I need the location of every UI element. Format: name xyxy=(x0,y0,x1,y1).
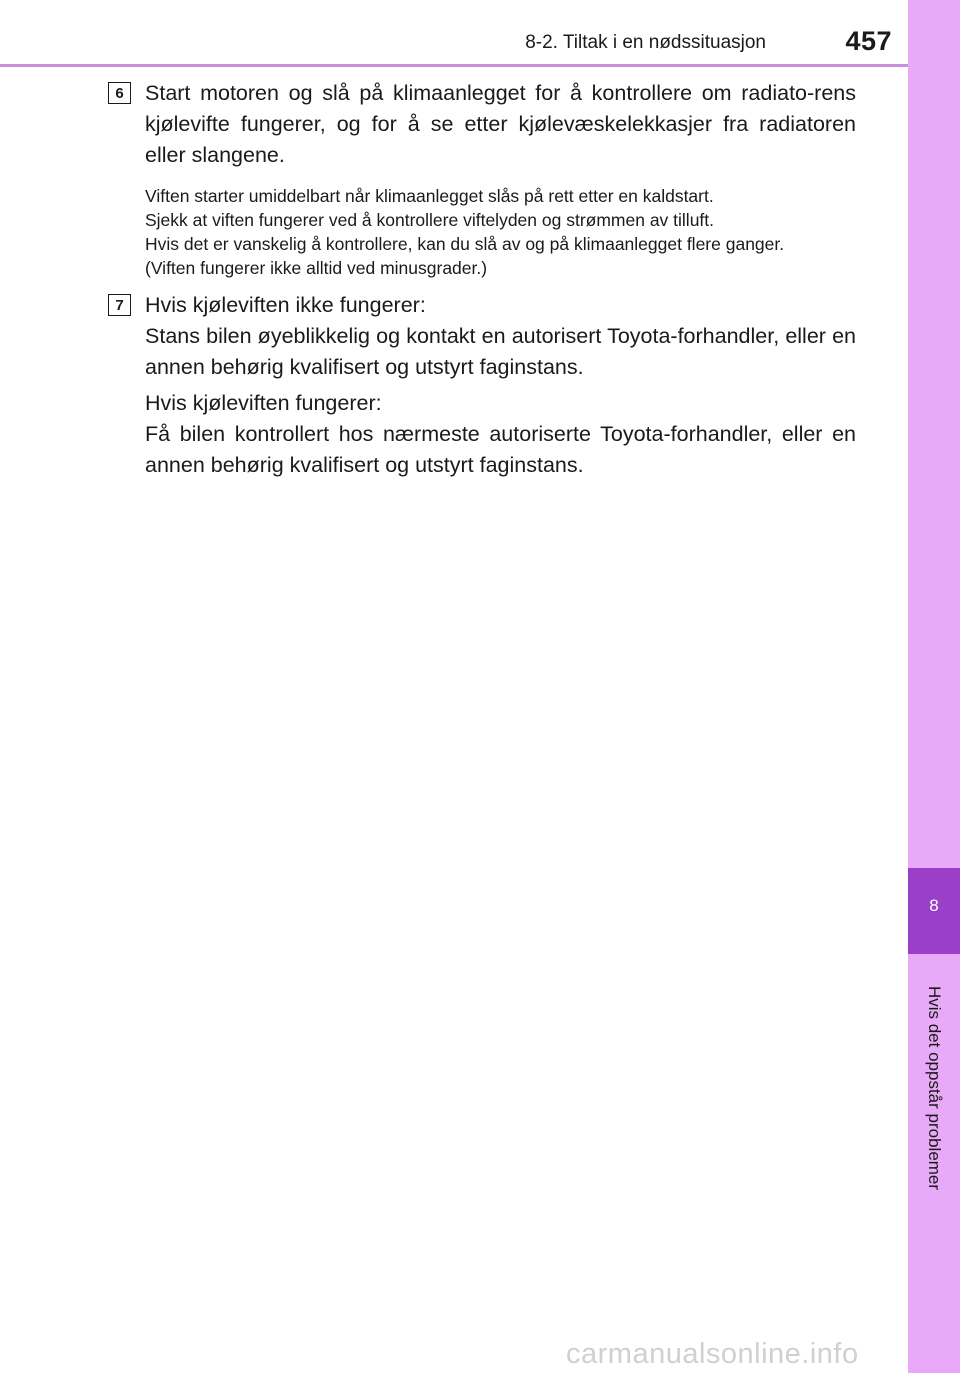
chapter-number-block xyxy=(908,868,960,954)
note-line: Sjekk at viften fungerer ved å kontrollere viftelyden og strømmen av tilluft. xyxy=(145,210,715,230)
chapter-number: 8 xyxy=(929,896,939,915)
header-rule xyxy=(0,64,908,67)
step-number-badge: 7 xyxy=(108,294,131,316)
step-number-badge: 6 xyxy=(108,82,131,104)
page-header xyxy=(0,0,908,66)
watermark-logo: carmanualsonline.info xyxy=(566,1338,859,1370)
note-line: Viften starter umiddelbart når klimaanlegget slås på rett etter en kaldstart. xyxy=(145,186,714,206)
step-instruction: Få bilen kontrollert hos nærmeste autoriserte Toyota-forhandler, eller en annen behørig kvalifisert og utstyrt faginstans. xyxy=(145,422,856,477)
step-7 xyxy=(108,290,856,481)
section-title: 8-2. Tiltak i en nødssituasjon xyxy=(525,32,766,53)
note-line: Hvis det er vanskelig å kontrollere, kan du slå av og på klimaanlegget flere ganger. xyxy=(145,234,785,254)
page-number: 457 xyxy=(845,26,892,56)
step-note xyxy=(145,184,856,280)
chapter-title: Hvis det oppstår problemer xyxy=(925,985,944,1191)
condition-heading: Hvis kjøleviften fungerer: xyxy=(145,391,382,415)
step-6 xyxy=(108,78,856,280)
page-content xyxy=(108,78,856,481)
step-instruction: Stans bilen øyeblikkelig og kontakt en autorisert Toyota-forhandler, eller en annen behørig kvalifisert og utstyrt faginstans. xyxy=(145,324,856,379)
condition-heading: Hvis kjøleviften ikke fungerer: xyxy=(145,293,426,317)
note-line: (Viften fungerer ikke alltid ved minusgrader.) xyxy=(145,258,488,278)
step-instruction: Start motoren og slå på klimaanlegget for å kontrollere om radiato-rens kjølevifte fungerer, og for å se etter kjølevæskelekkasjer fra radiatoren eller slangene. xyxy=(145,81,856,167)
